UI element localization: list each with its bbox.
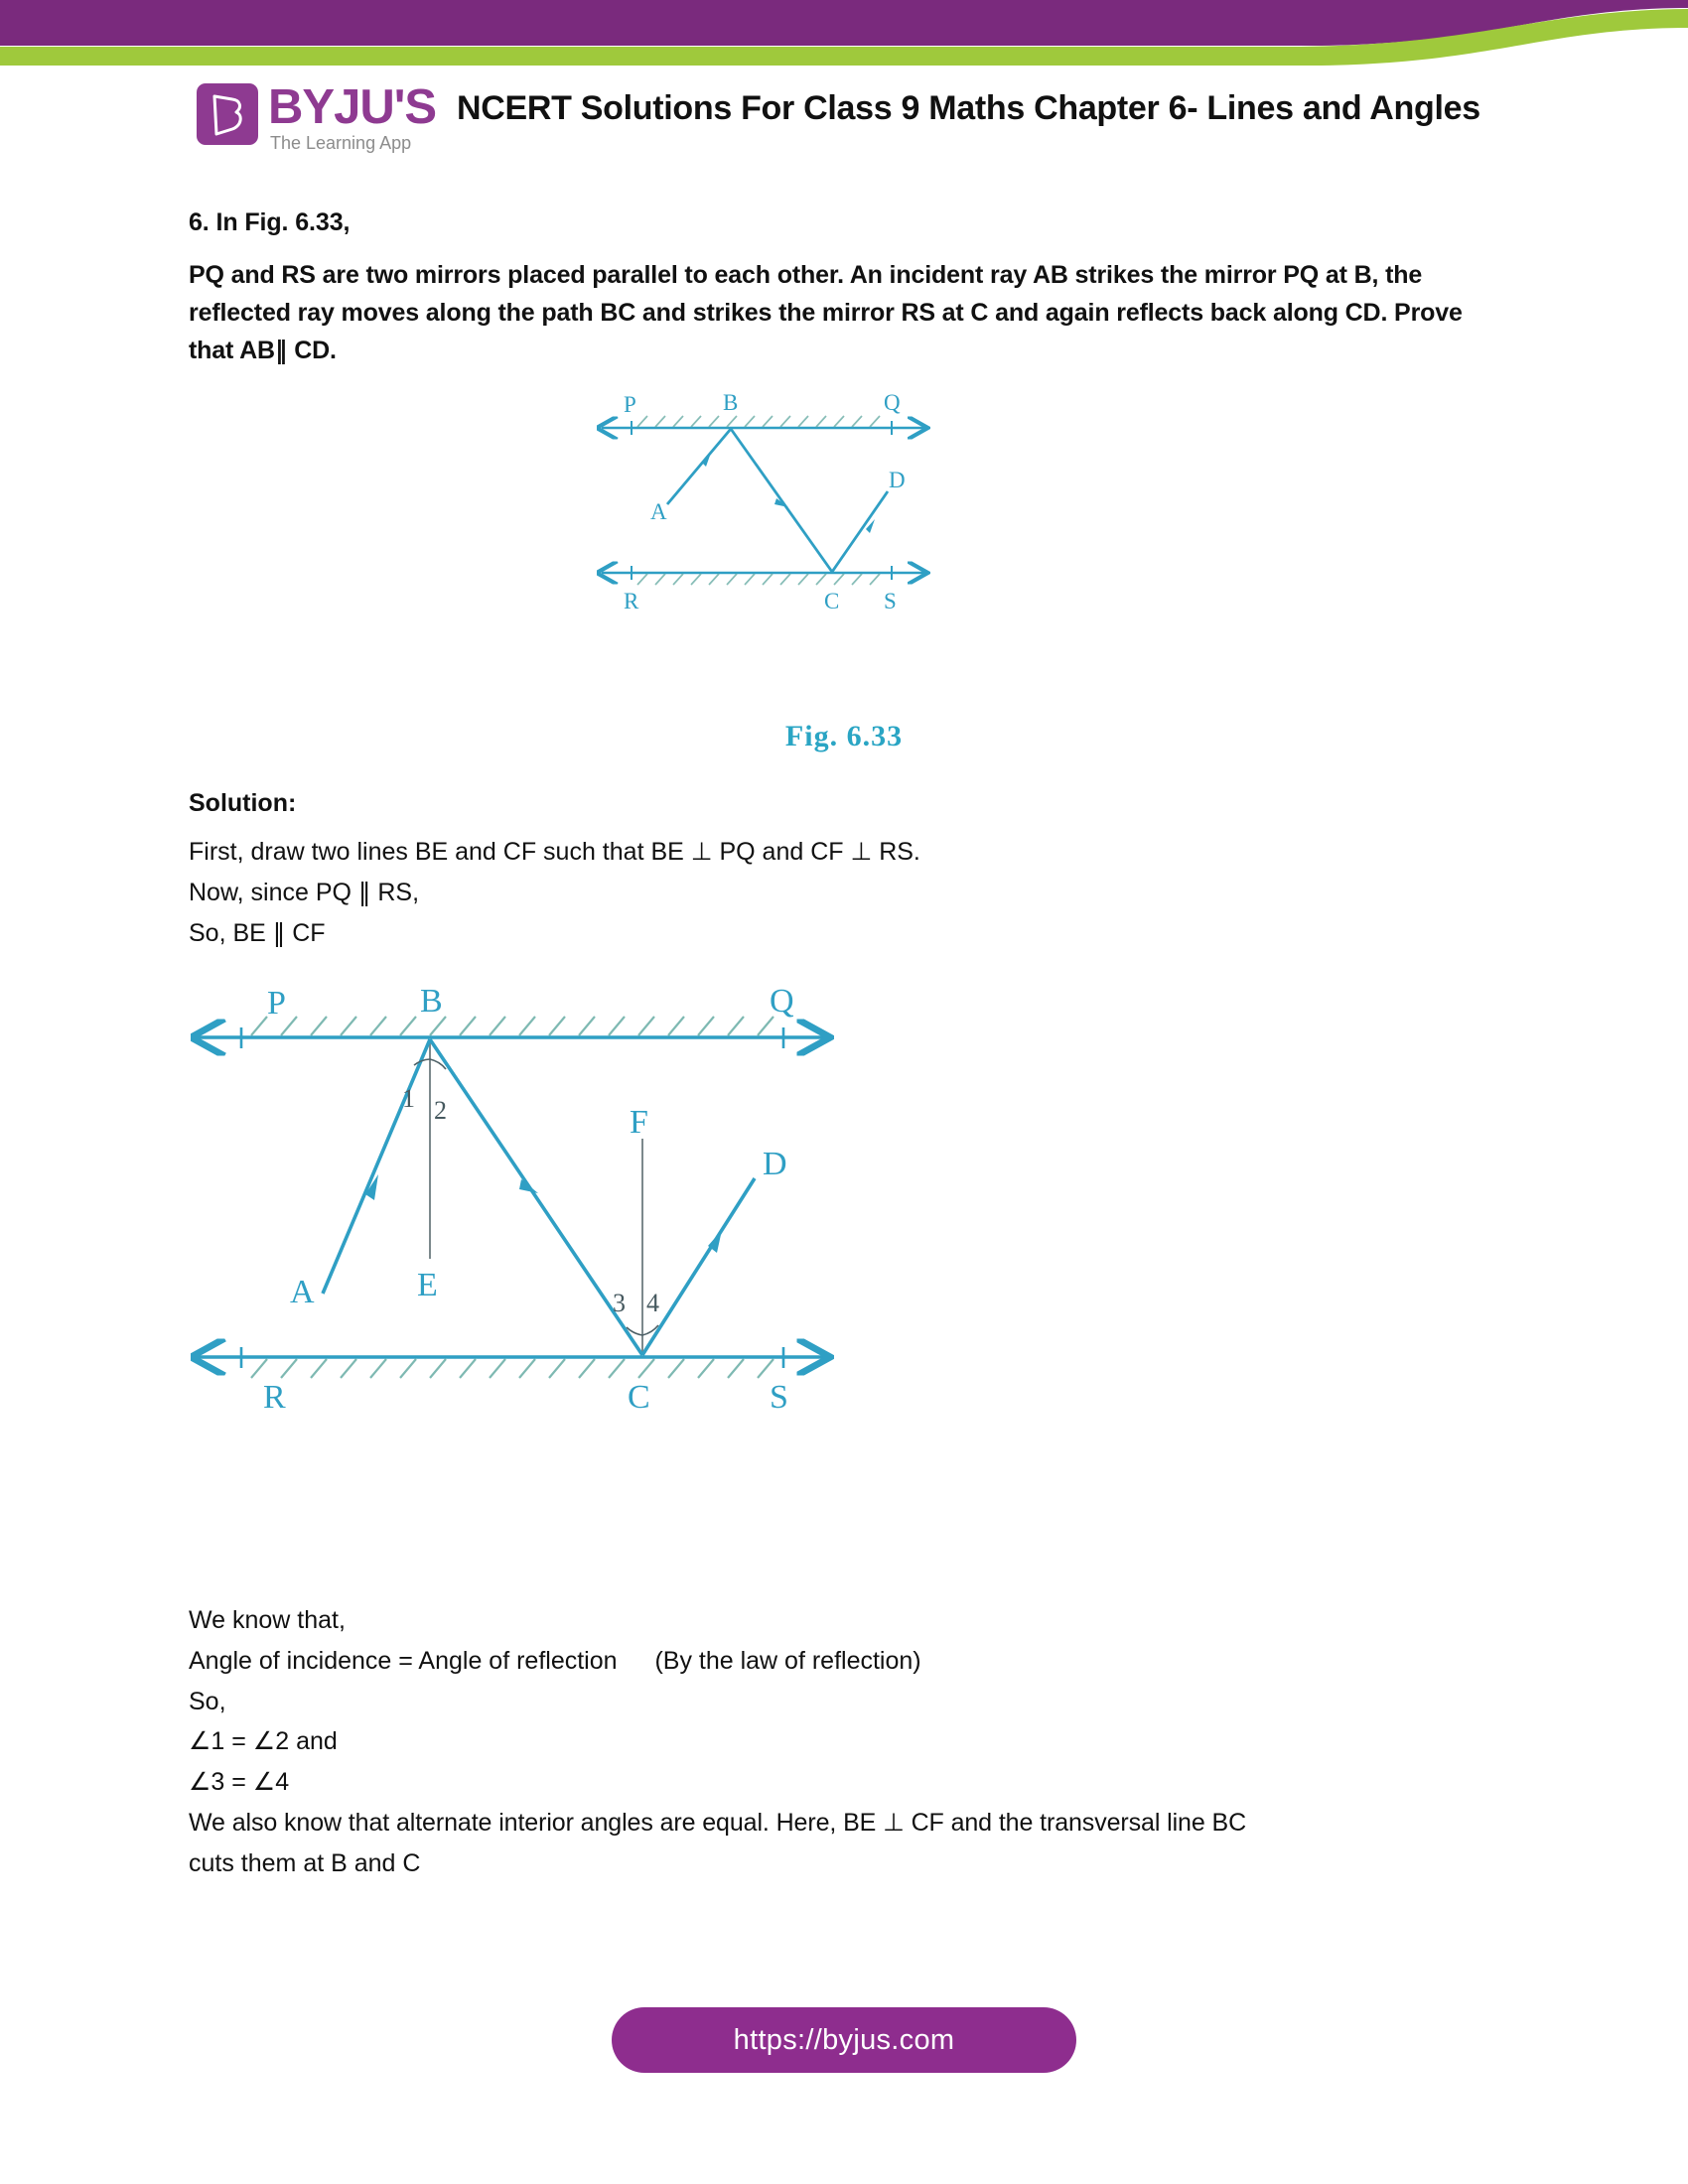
fig1-label-R: R [624,589,639,614]
mirror-pq-hatching [251,1017,774,1035]
figure-6-33-caption: Fig. 6.33 [784,720,904,752]
question-line-3a: reflects back along CD. Prove that AB [189,299,1463,364]
figure-6-33-drawing [586,392,943,620]
conclusion-line-2 [189,1641,1499,1682]
conclusion-line-6: We also know that alternate interior angles are equal. Here, BE ⊥ CF and the transversal line BC [189,1808,1247,1837]
solution-steps [189,832,1479,953]
solution-line-1: First, draw two lines BE and CF such that BE ⊥ PQ and CF ⊥ RS. [189,838,920,866]
fig2-angle-2: 2 [434,1096,447,1125]
conclusion-line-3: So, [189,1687,226,1715]
parallel-symbol: ‖ [274,336,288,364]
fig1-label-Q: Q [884,392,901,415]
parallel-symbol: ‖ [272,917,286,947]
ray-ab [323,1039,430,1294]
fig2-angle-1: 1 [402,1084,415,1113]
fig2-label-P: P [267,985,286,1022]
fig2-label-S: S [770,1379,788,1415]
conclusion-line-4: ∠1 = ∠2 and [189,1727,338,1756]
fig1-label-B: B [723,392,739,415]
solution-line-3 [189,913,1479,954]
fig2-angle-4: 4 [646,1289,659,1317]
ray-cd [642,1178,755,1355]
question-line-1: PQ and RS are two mirrors placed parallel to each other. An incident ray AB strikes the mirror [189,261,1277,289]
document-header [189,77,1519,155]
byjus-b-glyph-icon [211,94,244,136]
figure-6-33 [586,392,943,625]
solution-heading: Solution: [189,789,297,817]
solution-line-3b: CF [292,918,326,947]
parallel-symbol: ‖ [357,877,371,906]
question-number: 6. In Fig. 6.33, [189,208,351,236]
fig1-label-A: A [650,499,667,524]
byjus-tagline: The Learning App [270,133,412,153]
fig1-label-C: C [824,589,840,614]
mirror-rs-hatching [251,1359,774,1378]
solution-line-2b: RS, [377,878,420,906]
fig2-label-R: R [263,1379,286,1415]
conclusion-line-5: ∠3 = ∠4 [189,1768,290,1796]
fig2-label-C: C [628,1379,650,1415]
figure-solution-construction [184,978,839,1420]
solution-line-3a: So, BE [189,918,266,947]
logo-edge-mask [451,77,457,155]
fig2-label-D: D [763,1146,787,1182]
fig2-label-A: A [290,1274,315,1310]
solution-line-2 [189,873,1479,913]
byjus-logo-mark-icon [197,83,258,145]
solution-line-2a: Now, since PQ [189,878,352,906]
fig2-label-F: F [630,1104,648,1141]
fig2-label-E: E [417,1267,438,1303]
conclusion-line-7: cuts them at B and C [189,1848,421,1877]
fig2-label-Q: Q [770,983,794,1020]
conclusion-line-2a: Angle of incidence = Angle of reflection [189,1646,618,1675]
figure-solution-drawing [184,978,839,1415]
byjus-logo [189,77,457,155]
question-body [189,256,1489,369]
fig1-label-S: S [884,589,897,614]
conclusion-line-2b: (By the law of reflection) [654,1646,921,1675]
byjus-wordmark: BYJU'S [268,80,437,134]
fig2-label-B: B [420,983,443,1020]
byjus-url-button[interactable] [612,2007,1076,2073]
fig1-label-P: P [624,392,636,417]
page-title: NCERT Solutions For Class 9 Maths Chapter 6- Lines and Angles [457,89,1480,127]
conclusion-block [189,1600,1499,1883]
fig1-label-D: D [889,468,906,492]
question-line-2: PQ at B, the reflected ray moves along the path BC and strikes the mirror RS at C and again [189,261,1423,327]
question-line-3b: CD. [294,337,337,364]
fig2-angle-3: 3 [613,1289,626,1317]
ray-bc [430,1039,642,1355]
byjus-url-label: https://byjus.com [733,2023,955,2056]
conclusion-line-1: We know that, [189,1606,346,1634]
